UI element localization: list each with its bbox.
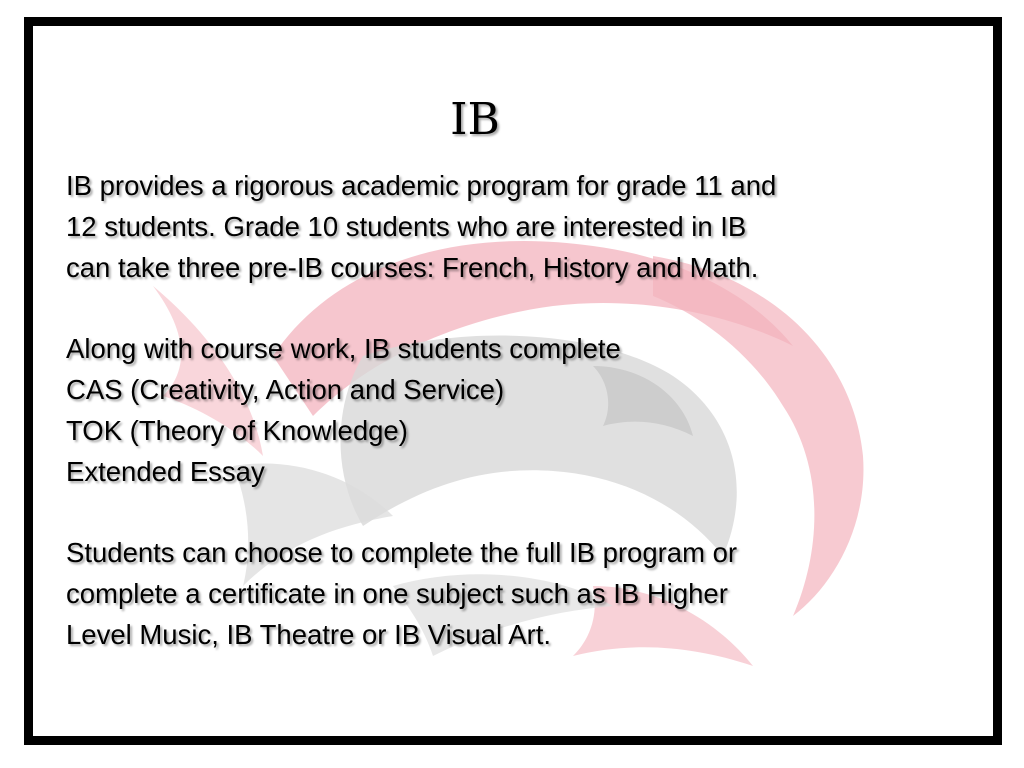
text-line: Students can choose to complete the full IB program or — [66, 537, 738, 569]
slide-frame — [24, 17, 1002, 745]
requirement-extended-essay: Extended Essay — [66, 455, 265, 487]
text-line: 12 students. Grade 10 students who are interested in IB — [66, 210, 747, 242]
requirement-tok: TOK (Theory of Knowledge) — [66, 414, 408, 446]
text-line: Level Music, IB Theatre or IB Visual Art. — [66, 618, 552, 650]
options-paragraph — [66, 533, 971, 655]
text-line: Along with course work, IB students complete — [66, 333, 621, 365]
slide-title: IB — [450, 94, 500, 145]
requirements-paragraph — [66, 329, 971, 492]
slide-body — [66, 166, 971, 656]
intro-paragraph — [66, 166, 971, 288]
text-line: complete a certificate in one subject such as IB Higher — [66, 577, 728, 609]
text-line: IB provides a rigorous academic program for grade 11 and — [66, 170, 777, 201]
text-line: can take three pre-IB courses: French, History and Math. — [66, 251, 759, 283]
requirement-cas: CAS (Creativity, Action and Service) — [66, 373, 505, 405]
